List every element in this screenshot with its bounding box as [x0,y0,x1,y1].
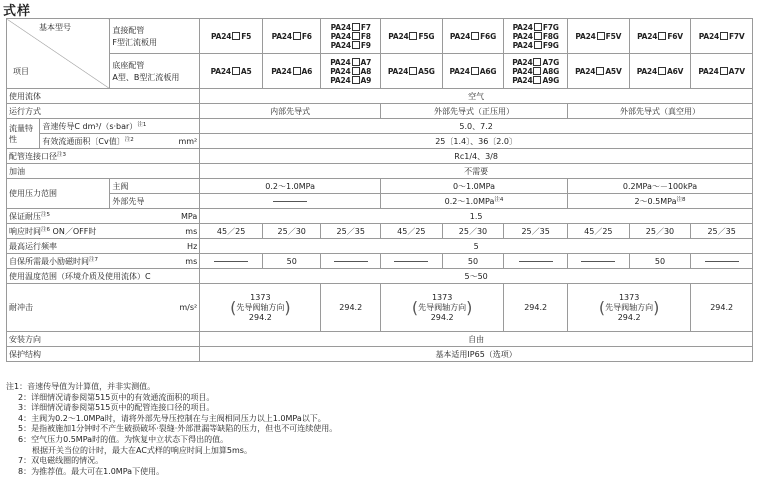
pressure-ext-row [7,194,753,209]
hold-label: 自保所需最小励磁时间$^{注7}$ ms [7,254,200,269]
footnote: 注1：音速传导值为计算值，并非实测值。 [6,382,156,391]
sonic-value: 5.0、7.2 [200,119,753,134]
footnote: 5：是指被施加1分钟时不产生破损破坏·裂缝·外部泄漏等缺陷的压力，但也不可连续使用。 [18,424,338,434]
resp-value: 45／25 [200,224,263,239]
impact-label: 耐冲击 m/s² [7,284,200,332]
resp-value: 25／35 [691,224,753,239]
hold-row [7,254,753,269]
mount-value: 自由 [200,332,753,347]
spec-table [6,18,753,362]
header-row-a [7,54,753,89]
hold-value: 50 [262,254,321,269]
header-corner [7,19,110,89]
model-f5g: PA24 F5G [381,19,443,54]
impact-row [7,284,753,332]
footnote: 2：详细情况请参阅第515页中的有效通流面积的项目。 [18,392,215,402]
hold-dash [504,254,568,269]
hold-dash [321,254,381,269]
port-row [7,149,753,164]
hold-dash [691,254,753,269]
model-a5: PA24 A5 [200,54,263,89]
flow-label: 流量特性 [7,119,40,149]
model-f7g-f8g-f9g: PA24 F7G PA24 F8G PA24 F9G [504,19,568,54]
pressure-label: 使用压力范围 [7,179,110,209]
pressure-main-external-vac: 0.2MPa～－100kPa [568,179,753,194]
model-a6g: PA24 A6G [442,54,504,89]
oil-label: 加油 [7,164,200,179]
model-f6g: PA24 F6G [442,19,504,54]
base-piping-cell [110,54,200,89]
hold-dash [200,254,263,269]
base-piping-label: 底座配管 [112,60,145,70]
sonic-label: 音速传导C dm³/$(s\cdot bar)^{注1}$ [40,119,200,134]
impact-internal: ( 1373 先导阀轴方向 294.2 ) [200,284,321,332]
direct-piping-cell [110,19,200,54]
proof-row [7,209,753,224]
oil-value: 不需要 [200,164,753,179]
item-label: 项目 [13,67,29,76]
impact-external-vac: ( 1373 先导阀轴方向 294.2 ) [568,284,691,332]
pressure-main-row [7,179,753,194]
model-a5v: PA24 A5V [568,54,630,89]
basic-model-label: 基本型号 [39,23,71,32]
model-f5v: PA24 F5V [568,19,630,54]
impact-external-vac-side: 294.2 [691,284,753,332]
footnote: 7：双电磁线圈的情况。 [18,456,104,466]
direct-piping-label: 直接配管 [112,25,145,35]
resp-value: 45／25 [381,224,443,239]
model-f5: PA24 F5 [200,19,263,54]
oil-row [7,164,753,179]
flow-sonic-row [7,119,753,134]
proof-label: 保证耐压$^{注5}$ MPa [7,209,200,224]
mount-row [7,332,753,347]
op-external-vac: 外部先导式（真空用） [568,104,753,119]
response-label: 响应时间$^{注6}$ ON／OFF时 ms [7,224,200,239]
hold-dash [381,254,443,269]
op-internal: 内部先导式 [200,104,381,119]
impact-internal-side: 294.2 [321,284,381,332]
header-row-f [7,19,753,54]
ext-pilot-label: 外部先导 [110,194,200,209]
resp-value: 25／30 [629,224,691,239]
temperature-row [7,269,753,284]
op-external-pos: 外部先导式（正压用） [381,104,568,119]
proof-value: 1.5 [200,209,753,224]
model-f7v: PA24 F7V [691,19,753,54]
model-a7g-a8g-a9g: PA24 A7G PA24 A8G PA24 A9G [504,54,568,89]
model-f7-f8-f9: PA24 F7 PA24 F8 PA24 F9 [321,19,381,54]
port-value: Rc1/4、3/8 [200,149,753,164]
response-row [7,224,753,239]
footnote: 6：空气压力0.5MPa时的值。为恢复中立状态下得出的值。 [18,434,229,444]
operation-label: 运行方式 [7,104,200,119]
hold-value: 50 [629,254,691,269]
protection-row [7,347,753,362]
footnote: 根据开关当位的计时，最大在AC式样的响应时间上加算5ms。 [32,445,252,455]
model-a7v: PA24 A7V [691,54,753,89]
temperature-value: 5～50 [200,269,753,284]
pressure-ext-external-vac: 2～0.5MPa$^{注8}$ [568,194,753,209]
footnote: 4：主阀为0.2～1.0MPa时，请将外部先导压控制在与主阀相同压力以上1.0MPa以下。 [18,413,326,423]
page-title: 式样 [3,4,32,19]
impact-external-pos: ( 1373 先导阀轴方向 294.2 ) [381,284,504,332]
resp-value: 25／30 [442,224,504,239]
flow-area-row [7,134,753,149]
pressure-ext-external-pos: 0.2～1.0MPa$^{注4}$ [381,194,568,209]
fluid-value: 空气 [200,89,753,104]
model-a6: PA24 A6 [262,54,321,89]
f-manifold-label: F型汇流板用 [112,37,158,47]
footnotes [6,382,337,477]
model-a6v: PA24 A6V [629,54,691,89]
hold-dash [568,254,630,269]
pressure-main-external-pos: 0～1.0MPa [381,179,568,194]
footnote: 3：详细情况请参阅第515页中的配管连接口径的项目。 [18,403,215,413]
resp-value: 45／25 [568,224,630,239]
hold-value: 50 [442,254,504,269]
mount-label: 安装方向 [7,332,200,347]
protection-value: 基本适用IP65（选项） [200,347,753,362]
model-a5g: PA24 A5G [381,54,443,89]
frequency-value: 5 [200,239,753,254]
resp-value: 25／30 [262,224,321,239]
fluid-row [7,89,753,104]
operation-row [7,104,753,119]
main-valve-label: 主阀 [110,179,200,194]
pressure-ext-internal [200,194,381,209]
resp-value: 25／35 [504,224,568,239]
temperature-label: 使用温度范围（环境介质及使用流体）C [7,269,200,284]
pressure-main-internal: 0.2～1.0MPa [200,179,381,194]
model-f6v: PA24 F6V [629,19,691,54]
fluid-label: 使用流体 [7,89,200,104]
frequency-label: 最高运行频率 Hz [7,239,200,254]
model-a7-a8-a9: PA24 A7 PA24 A8 PA24 A9 [321,54,381,89]
area-label: 有效流通面积〔Cv值〕$^{注2}$ mm² [40,134,200,149]
ab-manifold-label: A型、B型汇流板用 [112,72,180,82]
impact-external-pos-side: 294.2 [504,284,568,332]
model-f6: PA24 F6 [262,19,321,54]
port-label: 配管连接口径$^{注3}$ [7,149,200,164]
footnote: 8：为推荐值。最大可在1.0MPa下使用。 [18,466,165,476]
frequency-row [7,239,753,254]
resp-value: 25／35 [321,224,381,239]
area-value: 25〔1.4〕、36〔2.0〕 [200,134,753,149]
protection-label: 保护结构 [7,347,200,362]
